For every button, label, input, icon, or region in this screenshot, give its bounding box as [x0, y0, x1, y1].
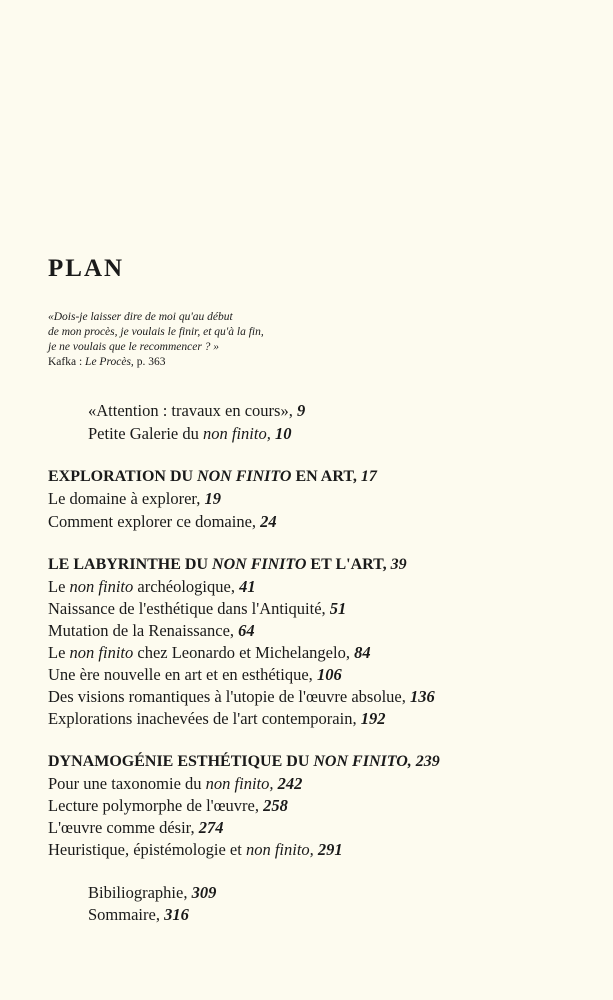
- toc-entry[interactable]: Heuristique, épistémologie et non finito, 291: [48, 840, 343, 859]
- toc-entry[interactable]: Naissance de l'esthétique dans l'Antiquité, 51: [48, 599, 347, 618]
- toc-entry[interactable]: Lecture polymorphe de l'œuvre, 258: [48, 796, 288, 815]
- toc-section-heading[interactable]: DYNAMOGÉNIE ESTHÉTIQUE DU NON FINITO, 239: [48, 753, 440, 770]
- epigraph-line: «Dois-je laisser dire de moi qu'au début: [48, 311, 233, 323]
- toc-section-heading[interactable]: LE LABYRINTHE DU NON FINITO ET L'ART, 39: [48, 556, 407, 573]
- toc-entry[interactable]: Le non finito chez Leonardo et Michelangelo, 84: [48, 643, 371, 662]
- page-number: 24: [260, 512, 277, 531]
- page-number: 136: [410, 687, 435, 706]
- epigraph-work: Le Procès,: [85, 356, 134, 368]
- page-number: 258: [263, 796, 288, 815]
- page-title: PLAN: [48, 255, 125, 282]
- toc-entry[interactable]: Comment explorer ce domaine, 24: [48, 512, 277, 531]
- page-number: 274: [198, 818, 224, 837]
- page-number: 309: [191, 883, 217, 902]
- epigraph-page: p. 363: [133, 356, 166, 368]
- toc-entry[interactable]: Petite Galerie du non finito, 10: [88, 424, 292, 443]
- page-number: 239: [415, 753, 440, 770]
- epigraph-author: Kafka :: [48, 356, 86, 368]
- page-number: 84: [354, 643, 371, 662]
- epigraph-line: je ne voulais que le recommencer ? »: [48, 341, 220, 353]
- page-number: 291: [317, 840, 343, 859]
- toc-entry[interactable]: Une ère nouvelle en art et en esthétique, 106: [48, 665, 342, 684]
- page-number: 10: [274, 424, 292, 443]
- epigraph: [48, 310, 264, 370]
- page-number: 64: [238, 621, 255, 640]
- toc-section-heading[interactable]: EXPLORATION DU NON FINITO EN ART, 17: [48, 468, 377, 485]
- page-number: 17: [360, 468, 377, 485]
- toc-entry[interactable]: «Attention : travaux en cours», 9: [88, 401, 306, 420]
- epigraph-line: de mon procès, je voulais le finir, et qu'à la fin,: [48, 326, 264, 338]
- toc-entry[interactable]: Mutation de la Renaissance, 64: [48, 621, 255, 640]
- page-number: 106: [316, 665, 342, 684]
- toc-entry[interactable]: Le domaine à explorer, 19: [48, 489, 221, 508]
- page-number: 9: [296, 401, 306, 420]
- toc-entry[interactable]: Des visions romantiques à l'utopie de l'œuvre absolue, 136: [48, 687, 435, 706]
- page-number: 39: [390, 556, 407, 573]
- toc-entry[interactable]: Bibiliographie, 309: [88, 883, 217, 902]
- page-number: 41: [239, 577, 256, 596]
- toc-entry[interactable]: Sommaire, 316: [88, 905, 189, 924]
- page-number: 192: [360, 709, 386, 728]
- page-number: 242: [277, 774, 303, 793]
- toc-entry[interactable]: Pour une taxonomie du non finito, 242: [48, 774, 303, 793]
- toc-entry[interactable]: Le non finito archéologique, 41: [48, 577, 256, 596]
- epigraph-source: [48, 355, 264, 370]
- page-number: 316: [164, 905, 189, 924]
- toc-entry[interactable]: L'œuvre comme désir, 274: [48, 818, 224, 837]
- page-number: 19: [204, 489, 221, 508]
- page-number: 51: [329, 599, 347, 618]
- toc-entry[interactable]: Explorations inachevées de l'art contemporain, 192: [48, 709, 386, 728]
